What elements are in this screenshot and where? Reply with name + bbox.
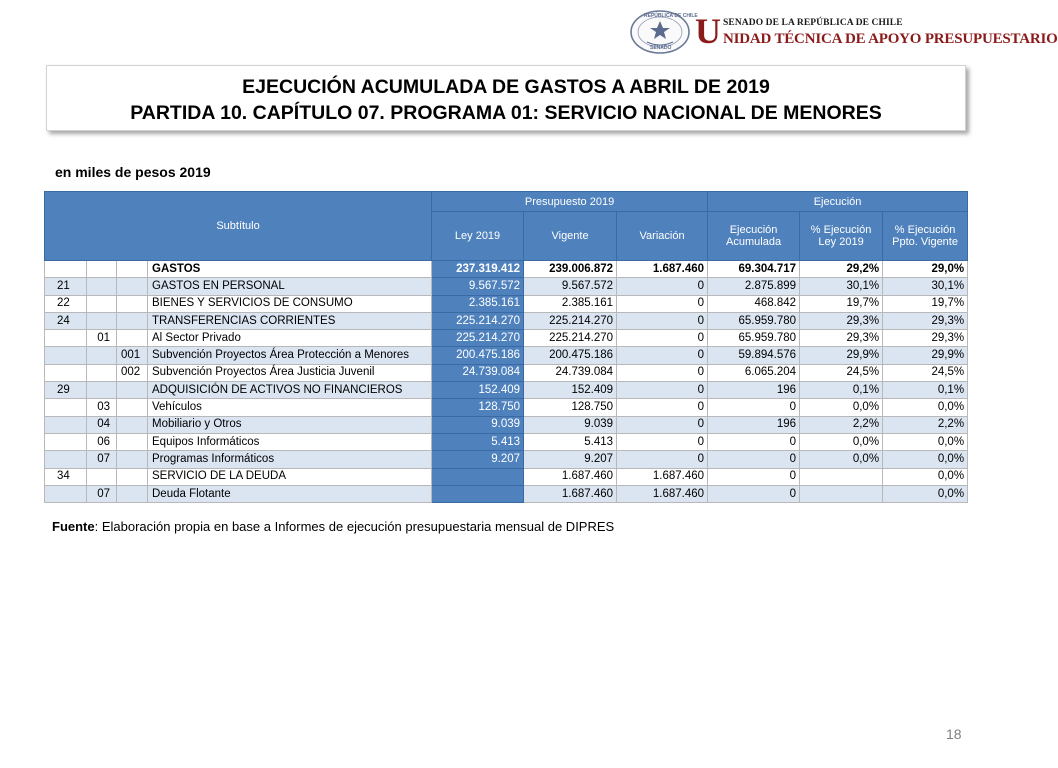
row-pct-ejecucion-ley: 29,3% [800,330,883,347]
row-item-code [87,347,117,364]
row-name: GASTOS EN PERSONAL [148,278,432,295]
source-note [52,519,614,534]
row-pct-ejecucion-vigente: 0,0% [883,451,968,468]
row-ejecucion-acumulada: 0 [708,451,800,468]
row-ley-2019 [432,485,524,502]
row-vigente: 200.475.186 [524,347,617,364]
table-row [45,261,968,278]
row-pct-ejecucion-vigente: 19,7% [883,295,968,312]
row-ejecucion-acumulada: 65.959.780 [708,330,800,347]
row-name: Subvención Proyectos Área Protección a Menores [148,347,432,364]
table-row [45,278,968,295]
row-name: Al Sector Privado [148,330,432,347]
row-pct-ejecucion-vigente: 0,0% [883,468,968,485]
row-asignacion-code [117,416,148,433]
row-vigente: 9.039 [524,416,617,433]
row-variacion: 0 [617,364,708,381]
row-name: Equipos Informáticos [148,433,432,450]
row-asignacion-code [117,312,148,329]
row-subtitulo-code [45,416,87,433]
row-pct-ejecucion-ley: 2,2% [800,416,883,433]
row-ejecucion-acumulada: 65.959.780 [708,312,800,329]
row-name: Subvención Proyectos Área Justicia Juvenil [148,364,432,381]
row-ejecucion-acumulada: 0 [708,485,800,502]
table-row [45,416,968,433]
row-ejecucion-acumulada: 6.065.204 [708,364,800,381]
row-name: Deuda Flotante [148,485,432,502]
row-pct-ejecucion-ley: 30,1% [800,278,883,295]
source-text: : Elaboración propia en base a Informes de ejecución presupuestaria mensual de DIPRES [94,519,615,534]
table-row [45,295,968,312]
table-row [45,399,968,416]
table-row [45,364,968,381]
budget-execution-table [44,191,968,503]
source-label: Fuente [52,519,95,534]
row-pct-ejecucion-vigente: 30,1% [883,278,968,295]
col-pct-ejecucion-ley [800,212,883,261]
row-pct-ejecucion-ley: 0,0% [800,399,883,416]
col-ejecucion-acumulada-l1: Ejecución [729,224,778,236]
row-vigente: 152.409 [524,382,617,399]
row-pct-ejecucion-ley: 29,9% [800,347,883,364]
row-pct-ejecucion-vigente: 24,5% [883,364,968,381]
row-pct-ejecucion-vigente: 2,2% [883,416,968,433]
row-subtitulo-code [45,330,87,347]
table-row [45,451,968,468]
row-asignacion-code: 001 [117,347,148,364]
row-pct-ejecucion-vigente: 0,0% [883,485,968,502]
col-variacion: Variación [617,212,708,261]
row-ley-2019: 2.385.161 [432,295,524,312]
row-ley-2019: 9.039 [432,416,524,433]
page-number: 18 [946,726,962,742]
page-title: EJECUCIÓN ACUMULADA DE GASTOS A ABRIL DE 2019 [242,76,770,98]
row-name: Vehículos [148,399,432,416]
row-vigente: 225.214.270 [524,330,617,347]
row-pct-ejecucion-ley [800,468,883,485]
col-pct-vig-l1: % Ejecución [894,224,956,236]
row-asignacion-code [117,382,148,399]
row-pct-ejecucion-vigente: 0,0% [883,399,968,416]
col-pct-vig-l2: Ppto. Vigente [892,236,958,248]
row-ejecucion-acumulada: 196 [708,416,800,433]
col-pct-ley-l2: Ley 2019 [818,236,864,248]
row-variacion: 0 [617,330,708,347]
row-name: GASTOS [148,261,432,278]
table-row [45,485,968,502]
col-ejecucion-acumulada [708,212,800,261]
row-variacion: 0 [617,295,708,312]
row-vigente: 225.214.270 [524,312,617,329]
row-asignacion-code [117,330,148,347]
row-subtitulo-code [45,399,87,416]
row-ejecucion-acumulada: 2.875.899 [708,278,800,295]
row-item-code: 01 [87,330,117,347]
table-row [45,382,968,399]
row-asignacion-code: 002 [117,364,148,381]
row-item-code: 04 [87,416,117,433]
row-item-code [87,364,117,381]
row-asignacion-code [117,399,148,416]
row-subtitulo-code [45,364,87,381]
row-asignacion-code [117,261,148,278]
row-name: Programas Informáticos [148,451,432,468]
row-ley-2019: 5.413 [432,433,524,450]
header-ejecucion: Ejecución [708,192,968,212]
row-ley-2019: 225.214.270 [432,312,524,329]
row-name: ADQUISICIÓN DE ACTIVOS NO FINANCIEROS [148,382,432,399]
row-vigente: 9.567.572 [524,278,617,295]
table-row [45,468,968,485]
row-subtitulo-code [45,261,87,278]
row-ley-2019: 9.207 [432,451,524,468]
row-variacion: 0 [617,312,708,329]
row-asignacion-code [117,295,148,312]
row-item-code [87,312,117,329]
row-subtitulo-code: 34 [45,468,87,485]
col-vigente: Vigente [524,212,617,261]
row-variacion: 0 [617,278,708,295]
row-ley-2019: 237.319.412 [432,261,524,278]
row-pct-ejecucion-vigente: 0,0% [883,433,968,450]
row-variacion: 0 [617,451,708,468]
brand-top-text: SENADO DE LA REPÚBLICA DE CHILE [723,18,903,28]
row-variacion: 0 [617,416,708,433]
row-subtitulo-code [45,485,87,502]
row-vigente: 239.006.872 [524,261,617,278]
row-pct-ejecucion-vigente: 0,1% [883,382,968,399]
row-ley-2019 [432,468,524,485]
row-item-code [87,278,117,295]
row-name: TRANSFERENCIAS CORRIENTES [148,312,432,329]
row-variacion: 0 [617,399,708,416]
title-box [46,65,966,131]
row-variacion: 0 [617,382,708,399]
row-ley-2019: 152.409 [432,382,524,399]
row-variacion: 0 [617,433,708,450]
row-asignacion-code [117,485,148,502]
row-vigente: 128.750 [524,399,617,416]
row-name: BIENES Y SERVICIOS DE CONSUMO [148,295,432,312]
units-caption: en miles de pesos 2019 [55,164,211,180]
row-variacion: 0 [617,347,708,364]
row-subtitulo-code [45,347,87,364]
col-pct-ejecucion-vigente [883,212,968,261]
row-ley-2019: 24.739.084 [432,364,524,381]
row-asignacion-code [117,278,148,295]
col-ley-2019: Ley 2019 [432,212,524,261]
row-variacion: 1.687.460 [617,261,708,278]
row-pct-ejecucion-vigente: 29,9% [883,347,968,364]
row-item-code [87,261,117,278]
row-item-code: 07 [87,485,117,502]
table-row [45,433,968,450]
row-pct-ejecucion-ley: 29,2% [800,261,883,278]
row-item-code [87,468,117,485]
row-name: SERVICIO DE LA DEUDA [148,468,432,485]
row-pct-ejecucion-vigente: 29,3% [883,312,968,329]
row-ejecucion-acumulada: 0 [708,399,800,416]
seal-bottom-text: SENADO [650,45,672,51]
row-ejecucion-acumulada: 468.842 [708,295,800,312]
row-pct-ejecucion-ley: 0,0% [800,433,883,450]
row-pct-ejecucion-vigente: 29,3% [883,330,968,347]
row-pct-ejecucion-ley: 24,5% [800,364,883,381]
col-ejecucion-acumulada-l2: Acumulada [726,236,782,248]
row-ejecucion-acumulada: 0 [708,468,800,485]
row-vigente: 1.687.460 [524,468,617,485]
row-pct-ejecucion-ley [800,485,883,502]
table-row [45,330,968,347]
col-pct-ley-l1: % Ejecución [810,224,872,236]
row-vigente: 2.385.161 [524,295,617,312]
seal-top-text: REPÚBLICA DE CHILE [644,13,698,19]
row-subtitulo-code [45,451,87,468]
row-asignacion-code [117,451,148,468]
brand-main-text: NIDAD TÉCNICA DE APOYO PRESUPUESTARIO [723,31,1058,47]
header-presupuesto: Presupuesto 2019 [432,192,708,212]
row-pct-ejecucion-ley: 0,1% [800,382,883,399]
row-asignacion-code [117,468,148,485]
row-pct-ejecucion-ley: 0,0% [800,451,883,468]
row-item-code [87,295,117,312]
row-variacion: 1.687.460 [617,485,708,502]
row-pct-ejecucion-ley: 29,3% [800,312,883,329]
row-ejecucion-acumulada: 59.894.576 [708,347,800,364]
row-item-code: 03 [87,399,117,416]
row-subtitulo-code: 21 [45,278,87,295]
row-ley-2019: 225.214.270 [432,330,524,347]
row-asignacion-code [117,433,148,450]
row-pct-ejecucion-ley: 19,7% [800,295,883,312]
row-item-code: 06 [87,433,117,450]
table-row [45,347,968,364]
brand-letter: U [695,11,721,51]
row-ejecucion-acumulada: 69.304.717 [708,261,800,278]
header-subtitulo: Subtítulo [45,192,432,261]
row-vigente: 5.413 [524,433,617,450]
row-subtitulo-code [45,433,87,450]
table-row [45,312,968,329]
row-item-code [87,382,117,399]
row-pct-ejecucion-vigente: 29,0% [883,261,968,278]
row-ley-2019: 9.567.572 [432,278,524,295]
row-name: Mobiliario y Otros [148,416,432,433]
row-vigente: 9.207 [524,451,617,468]
row-subtitulo-code: 29 [45,382,87,399]
row-vigente: 24.739.084 [524,364,617,381]
row-vigente: 1.687.460 [524,485,617,502]
row-ley-2019: 200.475.186 [432,347,524,364]
row-ejecucion-acumulada: 0 [708,433,800,450]
row-ley-2019: 128.750 [432,399,524,416]
page-subtitle-program: PARTIDA 10. CAPÍTULO 07. PROGRAMA 01: SERVICIO NACIONAL DE MENORES [130,102,882,124]
row-variacion: 1.687.460 [617,468,708,485]
row-item-code: 07 [87,451,117,468]
row-ejecucion-acumulada: 196 [708,382,800,399]
row-subtitulo-code: 22 [45,295,87,312]
brand-logo [695,11,1058,51]
row-subtitulo-code: 24 [45,312,87,329]
